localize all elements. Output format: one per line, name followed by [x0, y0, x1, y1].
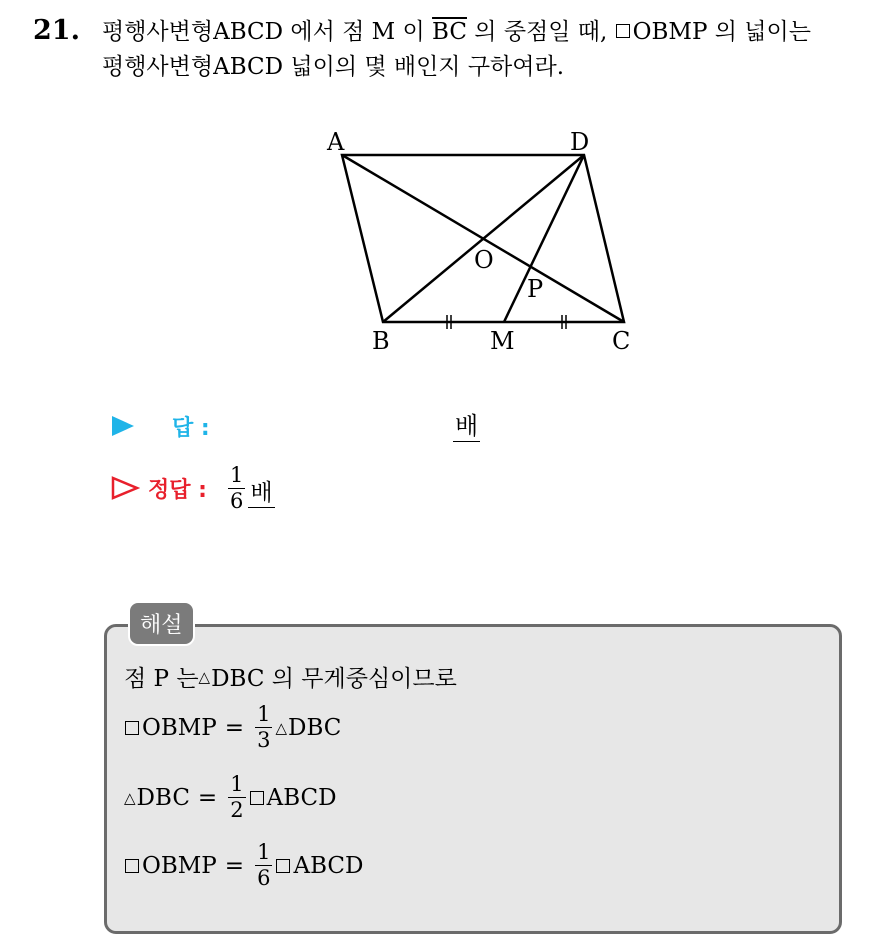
question-line-1	[102, 15, 872, 50]
fraction-denominator: 2	[230, 798, 244, 822]
square-symbol-icon	[125, 859, 139, 873]
fraction	[228, 774, 245, 821]
fraction-denominator: 6	[257, 866, 271, 890]
square-symbol-icon	[616, 24, 630, 38]
fraction	[228, 462, 245, 513]
correct-answer-label: 정답 :	[148, 477, 207, 503]
outline-triangle-icon	[110, 475, 140, 501]
fraction	[255, 842, 272, 889]
fraction-numerator: 1	[230, 772, 244, 796]
equation-lhs: DBC	[136, 784, 190, 811]
label-c: C	[612, 327, 631, 355]
fraction-denominator: 3	[257, 728, 271, 752]
answer-blank[interactable]: 배	[453, 406, 480, 442]
equals-sign: =	[224, 714, 245, 741]
solution-text: 점 P 는	[124, 666, 199, 692]
segment-dm	[504, 155, 584, 322]
triangle-symbol-icon: △	[124, 788, 136, 807]
equation-rhs: ABCD	[293, 852, 364, 879]
segment-bc: $\overline{BC}$	[432, 19, 467, 45]
correct-answer-value	[225, 462, 275, 513]
solution-equation-1	[124, 704, 341, 751]
solution-text: DBC 의 무게중심이므로	[211, 666, 457, 692]
question-number: 21.	[33, 15, 80, 46]
solution-equation-3	[124, 842, 363, 889]
fraction-denominator: 6	[229, 488, 244, 513]
question-text-part: 의 중점일 때,	[466, 19, 615, 45]
solution-line-1	[124, 660, 457, 693]
triangle-symbol-icon: △	[198, 667, 211, 686]
label-b: B	[372, 327, 390, 355]
equation-lhs: OBMP	[142, 852, 217, 879]
correct-answer-unit: 배	[248, 474, 274, 508]
fraction-numerator: 1	[257, 840, 271, 864]
question-line-2: 평행사변형ABCD 넓이의 몇 배인지 구하여라.	[102, 54, 565, 80]
label-p: P	[527, 275, 544, 303]
square-symbol-icon	[250, 791, 264, 805]
label-m: M	[490, 327, 515, 355]
fraction	[255, 704, 272, 751]
equals-sign: =	[197, 784, 218, 811]
question-text-part: 평행사변형ABCD 에서 점 M 이	[102, 19, 433, 45]
correct-answer-row	[110, 462, 275, 513]
square-symbol-icon	[276, 859, 290, 873]
equation-rhs: DBC	[288, 714, 342, 741]
solution-tag: 해설	[128, 601, 195, 646]
label-d: D	[570, 128, 590, 156]
parallelogram-figure	[322, 125, 642, 360]
solution-equation-2	[124, 774, 337, 821]
play-triangle-icon	[110, 414, 136, 438]
answer-label: 답 :	[172, 415, 210, 441]
square-symbol-icon	[125, 721, 139, 735]
equals-sign: =	[224, 852, 245, 879]
equation-rhs: ABCD	[266, 784, 337, 811]
triangle-symbol-icon: △	[275, 718, 287, 737]
diagonal-bd	[383, 155, 584, 322]
label-o: O	[474, 246, 494, 274]
label-a: A	[327, 128, 345, 156]
question-text-part: OBMP 의 넓이는	[632, 19, 811, 45]
equation-lhs: OBMP	[142, 714, 217, 741]
question-text	[102, 15, 872, 85]
fraction-numerator: 1	[229, 462, 244, 487]
fraction-numerator: 1	[257, 702, 271, 726]
answer-row	[110, 404, 210, 448]
